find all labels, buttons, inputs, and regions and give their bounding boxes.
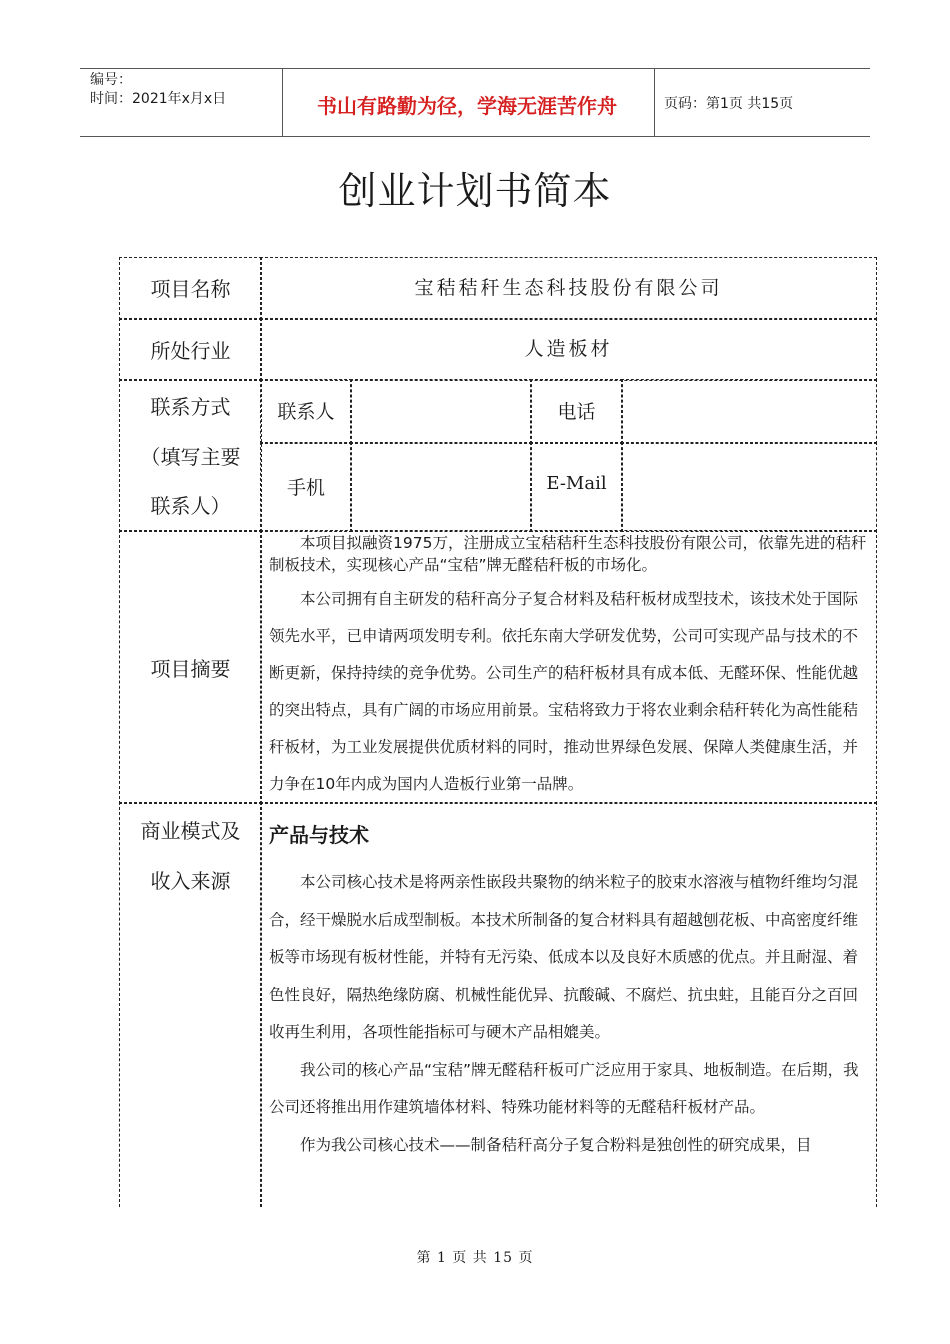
contact-person-label: 联系人	[277, 401, 335, 423]
summary-label: 项目摘要	[150, 657, 231, 681]
phone-label: 电话	[557, 401, 596, 423]
plan-form-table	[119, 257, 877, 1207]
project-name-value: 宝秸秸秆生态科技股份有限公司	[414, 277, 723, 299]
contact-label-line2: （填写主要	[140, 445, 241, 469]
document-number-label: 编号：	[90, 72, 132, 88]
page-footer: 第 1 页 共 15 页	[416, 1250, 534, 1266]
industry-label: 所处行业	[150, 339, 231, 363]
business-paragraph: 本公司核心技术是将两亲性嵌段共聚物的纳米粒子的胶束水溶液与植物纤维均匀混合，经干燥脱水后成型制板。本技术所制备的复合材料具有超越刨花板、中高密度纤维板等市场现有板材性能，并特有无污染、低成本以及良好木质感的优点。并且耐湿、着色性良好，隔热绝缘防腐、机械性能优异、抗酸碱、不腐烂、抗虫蛀，且能百分之百回收再生利用，各项性能指标可与硬木产品相媲美。	[269, 873, 859, 1041]
business-text	[269, 864, 869, 1164]
cell-email-value[interactable]	[621, 442, 877, 532]
contact-label-line1: 联系方式	[150, 395, 231, 419]
cell-mobile-value[interactable]	[350, 442, 532, 532]
document-date: 时间：2021年x月x日	[90, 91, 227, 107]
business-paragraph: 我公司的核心产品“宝秸”牌无醛秸秆板可广泛应用于家具、地板制造。在后期，我公司还将推出用作建筑墙体材料、特殊功能材料等的无醛秸秆板材产品。	[269, 1060, 859, 1116]
business-label-line2: 收入来源	[150, 869, 231, 893]
summary-paragraph: 本项目拟融资1975万，注册成立宝秸秸秆生态科技股份有限公司，依靠先进的秸秆制板技术，实现核心产品“宝秸”牌无醛秸秆板的市场化。	[269, 534, 867, 574]
header-top-rule	[80, 68, 870, 69]
cell-contact-person-value[interactable]	[350, 379, 532, 444]
summary-text	[269, 532, 869, 803]
header-bottom-rule	[80, 136, 870, 137]
summary-paragraph: 本公司拥有自主研发的秸秆高分子复合材料及秸秆板材成型技术，该技术处于国际领先水平，已申请两项发明专利。依托东南大学研发优势，公司可实现产品与技术的不断更新，保持持续的竞争优势。公司生产的秸秆板材具有成本低、无醛环保、性能优越的突出特点，具有广阔的市场应用前景。宝秸将致力于将农业剩余秸秆转化为高性能秸秆板材，为工业发展提供优质材料的同时，推动世界绿色发展、保障人类健康生活，并力争在10年内成为国内人造板行业第一品牌。	[269, 590, 859, 793]
email-label: E-Mail	[546, 473, 607, 494]
industry-value: 人造板材	[524, 338, 613, 360]
section-heading: 产品与技术	[269, 823, 369, 847]
business-label-line1: 商业模式及	[140, 819, 241, 843]
header-page-info: 页码：第1页 共15页	[664, 96, 794, 112]
header-motto: 书山有路勤为径，学海无涯苦作舟	[317, 94, 617, 118]
business-paragraph: 作为我公司核心技术——制备秸秆高分子复合粉料是独创性的研究成果，目	[300, 1135, 812, 1154]
cell-phone-value[interactable]	[621, 379, 877, 444]
mobile-label: 手机	[286, 477, 325, 499]
header-divider	[654, 69, 655, 136]
project-name-label: 项目名称	[150, 277, 231, 301]
header-meta	[90, 71, 226, 109]
contact-label-line3: 联系人）	[150, 494, 231, 518]
document-title: 创业计划书简本	[338, 169, 612, 213]
